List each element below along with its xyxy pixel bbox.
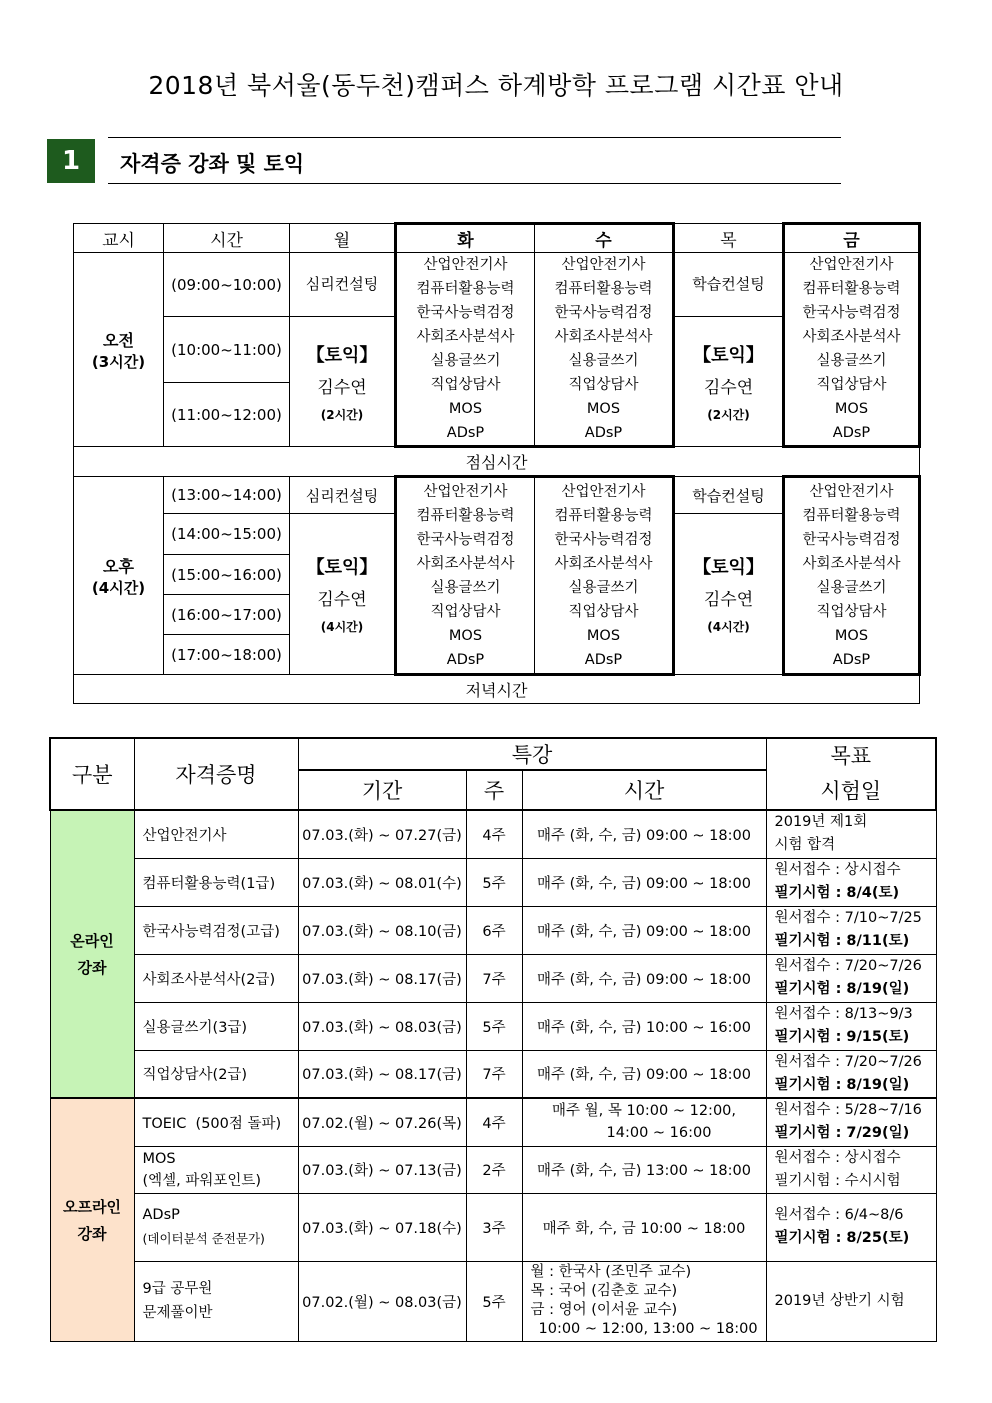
cert-name: 실용글쓰기(3급) <box>134 1002 298 1050</box>
cert-period: 07.03.(화) ~ 07.13(금) <box>298 1146 466 1193</box>
header-time: 시간 <box>164 224 290 253</box>
time-slot: (09:00~10:00) <box>164 253 290 317</box>
time-line: 월 : 한국사 (조민주 교수) <box>530 1264 692 1280</box>
thu-consult: 학습컨설팅 <box>674 477 784 514</box>
cert-name: TOEIC (500점 돌파) <box>134 1098 298 1146</box>
cert-period: 07.02.(월) ~ 08.03(금) <box>298 1261 466 1341</box>
course: 컴퓨터활용능력 <box>802 281 901 297</box>
section-rule-top <box>108 137 841 138</box>
goal-line: 필기시험 : 8/19(일) <box>774 981 910 997</box>
course: MOS <box>834 401 869 417</box>
course: 사회조사분석사 <box>802 555 901 572</box>
course: ADsP <box>832 425 871 441</box>
course: MOS <box>834 627 869 644</box>
cert-name-line: MOS <box>142 1150 176 1167</box>
cert-goal <box>766 1050 936 1098</box>
cert-time: 매주 (화, 수, 금) 09:00 ~ 18:00 <box>522 810 766 858</box>
cert-time: 매주 화, 수, 금 10:00 ~ 18:00 <box>522 1193 766 1261</box>
header-goal2: 시험일 <box>766 770 936 810</box>
section-number-badge: 1 <box>47 139 95 183</box>
goal-line: 필기시험 : 8/11(토) <box>774 933 910 949</box>
pm-hours: (4시간) <box>91 578 146 597</box>
fri-pm-courses <box>784 477 920 675</box>
course: 실용글쓰기 <box>816 579 887 596</box>
course: 컴퓨터활용능력 <box>802 507 901 524</box>
goal-line: 2019년 제1회 <box>774 814 868 831</box>
offline-category <box>50 1098 134 1341</box>
cert-weeks: 5주 <box>466 1002 522 1050</box>
course: ADsP <box>584 651 623 668</box>
toeic-label: 【토익】 <box>306 344 378 366</box>
time-slot: (13:00~14:00) <box>164 477 290 514</box>
goal-line: 원서접수 : 8/13~9/3 <box>774 1006 913 1022</box>
course: MOS <box>448 627 483 644</box>
cert-goal <box>766 1261 936 1341</box>
mon-consult: 심리컨설팅 <box>290 253 396 317</box>
course: ADsP <box>832 651 871 668</box>
lecture-table <box>49 737 937 1342</box>
time-slot: (14:00~15:00) <box>164 514 290 555</box>
goal-line: 필기시험 : 수시시험 <box>774 1172 901 1189</box>
course: 컴퓨터활용능력 <box>554 507 653 524</box>
goal-line: 원서접수 : 상시접수 <box>774 862 901 878</box>
cert-name-line: (데이터분석 준전문가) <box>142 1231 265 1246</box>
cert-name: 컴퓨터활용능력(1급) <box>134 858 298 906</box>
cert-weeks: 4주 <box>466 1098 522 1146</box>
cert-weeks: 5주 <box>466 858 522 906</box>
cert-name: 산업안전기사 <box>134 810 298 858</box>
cert-name: 한국사능력검정(고급) <box>134 906 298 954</box>
cert-goal <box>766 954 936 1002</box>
cert-time: 매주 (화, 수, 금) 09:00 ~ 18:00 <box>522 954 766 1002</box>
course: 직업상담사 <box>816 603 887 620</box>
weekly-timetable <box>73 222 921 704</box>
cert-goal <box>766 1146 936 1193</box>
header-thu: 목 <box>674 224 784 253</box>
header-cert: 자격증명 <box>134 738 298 810</box>
toeic-label: 【토익】 <box>693 344 764 366</box>
teacher-name: 김수연 <box>317 377 367 398</box>
thu-consult: 학습컨설팅 <box>674 253 784 317</box>
tue-am-courses <box>396 253 535 447</box>
am-hours: (3시간) <box>91 352 146 371</box>
header-goal1: 목표 <box>766 738 936 770</box>
cert-period: 07.03.(화) ~ 07.27(금) <box>298 810 466 858</box>
cert-name <box>134 1261 298 1341</box>
course: 사회조사분석사 <box>802 329 901 345</box>
cert-period: 07.02.(월) ~ 07.26(목) <box>298 1098 466 1146</box>
header-period: 교시 <box>74 224 164 253</box>
cert-name: 사회조사분석사(2급) <box>134 954 298 1002</box>
cert-weeks: 7주 <box>466 954 522 1002</box>
section-title: 자격증 강좌 및 토익 <box>120 152 305 176</box>
header-tue: 화 <box>396 224 535 253</box>
wed-am-courses <box>535 253 674 447</box>
goal-line: 필기시험 : 8/19(일) <box>774 1076 910 1093</box>
course: 직업상담사 <box>568 377 639 393</box>
course: 직업상담사 <box>430 377 501 393</box>
course: 산업안전기사 <box>809 257 894 273</box>
cert-period: 07.03.(화) ~ 08.17(금) <box>298 1050 466 1098</box>
toeic-hours: (2시간) <box>320 407 364 422</box>
time-slot: (15:00~16:00) <box>164 555 290 595</box>
course: 한국사능력검정 <box>802 305 901 321</box>
time-slot: (11:00~12:00) <box>164 383 290 447</box>
mon-pm-toeic <box>290 514 396 675</box>
header-period: 기간 <box>298 770 466 810</box>
cert-time <box>522 1261 766 1341</box>
course: ADsP <box>446 425 485 441</box>
goal-line: 2019년 상반기 시험 <box>774 1292 905 1309</box>
course: 사회조사분석사 <box>554 555 653 572</box>
lunch-break: 점심시간 <box>74 447 920 477</box>
course: 산업안전기사 <box>423 257 508 273</box>
course: 산업안전기사 <box>423 483 508 500</box>
offline-label: 오프라인 <box>63 1197 121 1216</box>
teacher-name: 김수연 <box>703 377 754 398</box>
cert-goal <box>766 810 936 858</box>
course: 실용글쓰기 <box>430 353 501 369</box>
cert-time: 매주 (화, 수, 금) 09:00 ~ 18:00 <box>522 906 766 954</box>
thu-pm-toeic <box>674 514 784 675</box>
cert-name-line: ADsP <box>142 1207 180 1223</box>
course: 컴퓨터활용능력 <box>416 507 515 524</box>
cert-period: 07.03.(화) ~ 08.17(금) <box>298 954 466 1002</box>
time-line: 매주 월, 목 10:00 ~ 12:00, <box>551 1103 736 1120</box>
online-label: 온라인 <box>70 932 114 950</box>
goal-line: 원서접수 : 5/28~7/16 <box>774 1102 922 1119</box>
cert-weeks: 6주 <box>466 906 522 954</box>
cert-goal <box>766 1002 936 1050</box>
goal-line: 원서접수 : 7/10~7/25 <box>774 910 922 926</box>
course: 산업안전기사 <box>561 257 646 273</box>
toeic-hours: (4시간) <box>320 620 364 634</box>
toeic-hours: (4시간) <box>707 620 750 634</box>
goal-line: 원서접수 : 상시접수 <box>774 1149 901 1166</box>
course: MOS <box>586 627 621 644</box>
course: 컴퓨터활용능력 <box>416 281 515 297</box>
course: 컴퓨터활용능력 <box>554 281 653 297</box>
time-slot: (17:00~18:00) <box>164 635 290 675</box>
goal-line: 원서접수 : 7/20~7/26 <box>774 958 922 974</box>
cert-goal <box>766 858 936 906</box>
cert-goal <box>766 1098 936 1146</box>
toeic-label: 【토익】 <box>693 557 764 578</box>
time-line: 목 : 국어 (김춘호 교수) <box>530 1283 678 1299</box>
online-label2: 강좌 <box>77 959 107 977</box>
course: 실용글쓰기 <box>816 353 887 369</box>
course: 한국사능력검정 <box>554 305 653 321</box>
goal-line: 필기시험 : 7/29(일) <box>774 1125 910 1142</box>
cert-period: 07.03.(화) ~ 08.03(금) <box>298 1002 466 1050</box>
goal-line: 시험 합격 <box>774 837 836 854</box>
header-category: 구분 <box>50 738 134 810</box>
cert-weeks: 7주 <box>466 1050 522 1098</box>
header-wed: 수 <box>535 224 674 253</box>
toeic-label: 【토익】 <box>306 557 378 578</box>
course: 한국사능력검정 <box>416 305 515 321</box>
mon-am-toeic <box>290 317 396 447</box>
cert-name <box>134 1146 298 1193</box>
goal-line: 원서접수 : 7/20~7/26 <box>774 1053 922 1070</box>
course: MOS <box>586 401 621 417</box>
goal-line: 필기시험 : 8/4(토) <box>774 885 900 901</box>
thu-am-toeic <box>674 317 784 447</box>
course: 한국사능력검정 <box>416 531 515 548</box>
cert-goal <box>766 906 936 954</box>
course: 사회조사분석사 <box>416 329 515 345</box>
cert-time: 매주 (화, 수, 금) 13:00 ~ 18:00 <box>522 1146 766 1193</box>
fri-am-courses <box>784 253 920 447</box>
time-line: 10:00 ~ 12:00, 13:00 ~ 18:00 <box>538 1321 758 1337</box>
cert-goal <box>766 1193 936 1261</box>
time-line: 14:00 ~ 16:00 <box>606 1125 712 1142</box>
header-mon: 월 <box>290 224 396 253</box>
cert-name-line: 9급 공무원 <box>142 1281 213 1297</box>
cert-name: 직업상담사(2급) <box>134 1050 298 1098</box>
course: 산업안전기사 <box>809 483 894 500</box>
cert-name-line: (엑셀, 파워포인트) <box>142 1172 262 1189</box>
time-line: 금 : 영어 (이서윤 교수) <box>530 1302 678 1318</box>
cert-weeks: 5주 <box>466 1261 522 1341</box>
course: 한국사능력검정 <box>554 531 653 548</box>
cert-time <box>522 1098 766 1146</box>
goal-line: 원서접수 : 6/4~8/6 <box>774 1207 904 1223</box>
course: 실용글쓰기 <box>568 353 639 369</box>
header-special: 특강 <box>298 738 766 770</box>
course: MOS <box>448 401 483 417</box>
cert-time: 매주 (화, 수, 금) 09:00 ~ 18:00 <box>522 858 766 906</box>
cert-time: 매주 (화, 수, 금) 09:00 ~ 18:00 <box>522 1050 766 1098</box>
goal-line: 필기시험 : 8/25(토) <box>774 1230 910 1246</box>
course: 실용글쓰기 <box>430 579 501 596</box>
wed-pm-courses <box>535 477 674 675</box>
course: 직업상담사 <box>568 603 639 620</box>
course: 실용글쓰기 <box>568 579 639 596</box>
course: ADsP <box>584 425 623 441</box>
section-rule-bottom <box>108 183 841 184</box>
am-label-cell <box>74 253 164 447</box>
cert-period: 07.03.(화) ~ 08.10(금) <box>298 906 466 954</box>
course: 산업안전기사 <box>561 483 646 500</box>
am-label: 오전 <box>103 330 134 350</box>
cert-weeks: 2주 <box>466 1146 522 1193</box>
header-fri: 금 <box>784 224 920 253</box>
goal-line: 필기시험 : 9/15(토) <box>774 1029 910 1045</box>
cert-weeks: 3주 <box>466 1193 522 1261</box>
offline-label2: 강좌 <box>77 1224 107 1243</box>
teacher-name: 김수연 <box>317 590 367 610</box>
course: 직업상담사 <box>430 603 501 620</box>
course: 직업상담사 <box>816 377 887 393</box>
course: 사회조사분석사 <box>554 329 653 345</box>
dinner-break: 저녁시간 <box>74 675 920 704</box>
online-category <box>50 810 134 1098</box>
toeic-hours: (2시간) <box>707 407 750 422</box>
cert-period: 07.03.(화) ~ 07.18(수) <box>298 1193 466 1261</box>
course: 한국사능력검정 <box>802 531 901 548</box>
cert-period: 07.03.(화) ~ 08.01(수) <box>298 858 466 906</box>
cert-time: 매주 (화, 수, 금) 10:00 ~ 16:00 <box>522 1002 766 1050</box>
header-time: 시간 <box>522 770 766 810</box>
cert-name-line: 문제풀이반 <box>142 1305 213 1321</box>
teacher-name: 김수연 <box>703 590 754 610</box>
page-title: 2018년 북서울(동두천)캠퍼스 하계방학 프로그램 시간표 안내 <box>148 71 844 100</box>
header-weeks: 주 <box>466 770 522 810</box>
course: 사회조사분석사 <box>416 555 515 572</box>
pm-label: 오후 <box>103 556 134 576</box>
time-slot: (10:00~11:00) <box>164 317 290 383</box>
course: ADsP <box>446 651 485 668</box>
cert-name <box>134 1193 298 1261</box>
tue-pm-courses <box>396 477 535 675</box>
pm-label-cell <box>74 477 164 675</box>
cert-weeks: 4주 <box>466 810 522 858</box>
time-slot: (16:00~17:00) <box>164 595 290 635</box>
mon-consult: 심리컨설팅 <box>290 477 396 514</box>
